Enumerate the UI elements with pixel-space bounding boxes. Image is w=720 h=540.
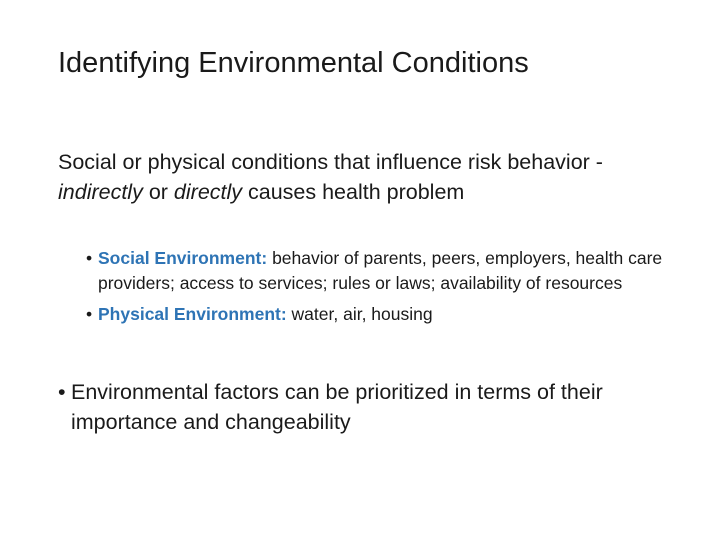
- list-item-social-environment: [86, 246, 686, 296]
- physical-environment-text: water, air, housing: [286, 304, 433, 324]
- list-item-physical-environment: [86, 302, 686, 327]
- bullet-icon: •: [86, 248, 93, 268]
- bullet-icon: •: [86, 304, 93, 324]
- social-environment-text: behavior of parents, peers, employers, health care providers; access to services; rules or laws; availability of resources: [98, 248, 663, 293]
- intro-text-part-2: or: [142, 179, 174, 204]
- bullet-icon: •: [58, 380, 66, 404]
- intro-text-part-3: causes health problem: [242, 179, 465, 204]
- intro-emphasis-indirectly: indirectly: [58, 179, 143, 204]
- physical-environment-label: Physical Environment:: [98, 304, 287, 324]
- main-bullet-point: [58, 377, 691, 437]
- intro-emphasis-directly: directly: [173, 179, 243, 204]
- environment-list: [86, 246, 686, 333]
- social-environment-label: Social Environment:: [98, 248, 268, 268]
- main-point-text: Environmental factors can be prioritized in terms of their importance and changeability: [71, 380, 603, 434]
- intro-paragraph: [58, 148, 618, 207]
- slide-title: Identifying Environmental Conditions: [58, 47, 529, 79]
- intro-text-part-1: Social or physical conditions that influence risk behavior -: [58, 150, 603, 174]
